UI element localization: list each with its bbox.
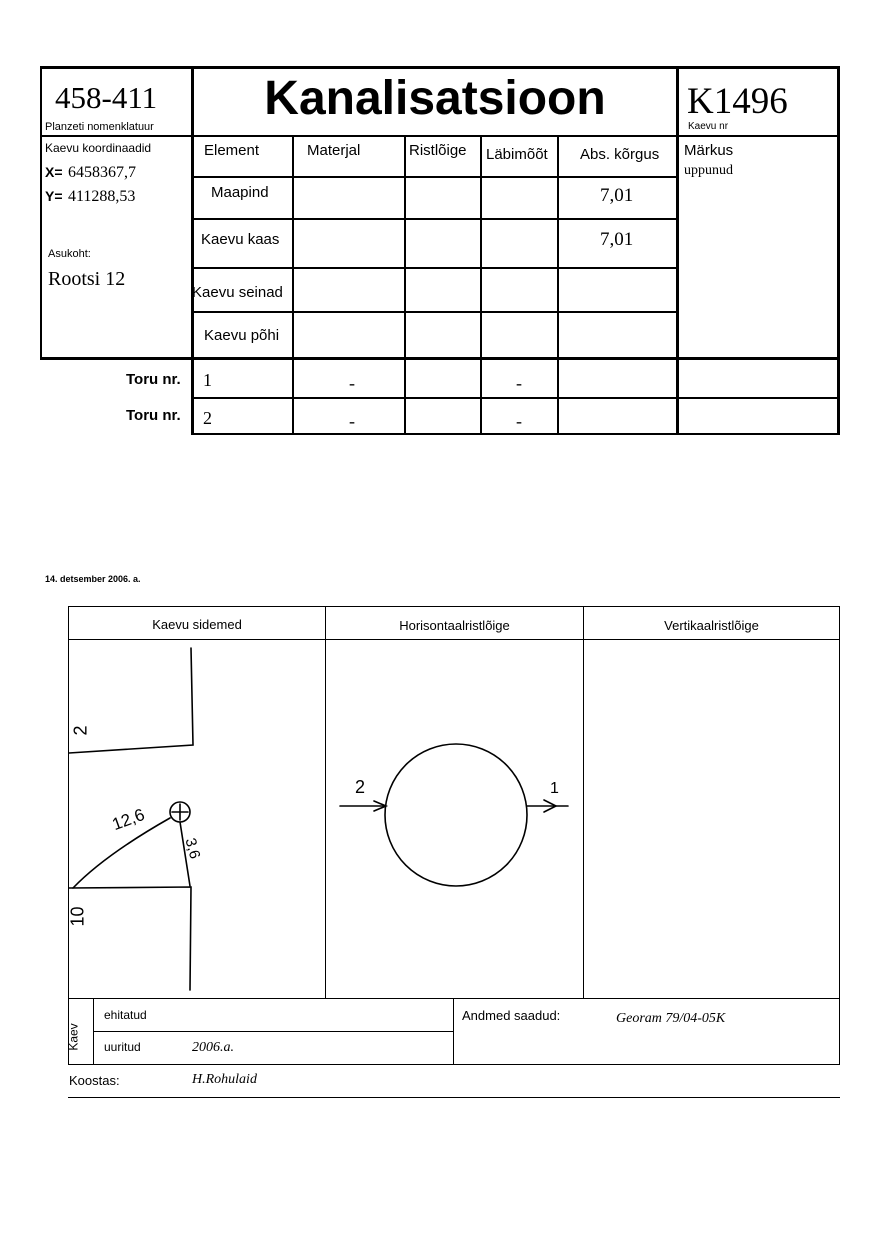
- building-outline-bottom: [69, 887, 191, 990]
- location-label: Asukoht:: [48, 248, 91, 260]
- well-number-label: Kaevu nr: [688, 121, 729, 132]
- pipe-number: 2: [203, 408, 212, 428]
- rule: [480, 135, 482, 435]
- sketch-header-horizontal: Horisontaalristlõige: [399, 618, 510, 633]
- manhole-cross: [172, 804, 188, 820]
- coord-y-label: Y=: [45, 188, 63, 204]
- nomenclature-label: Planzeti nomenklatuur: [45, 121, 154, 133]
- column-header: Ristlõige: [409, 142, 467, 159]
- pipe-diameter: -: [516, 373, 522, 393]
- rule: [192, 311, 677, 313]
- column-header: Element: [204, 142, 260, 159]
- page-title: Kanalisatsioon: [264, 72, 606, 125]
- sketch-header-vertical: Vertikaalristlõige: [664, 618, 759, 633]
- column-header: Materjal: [307, 142, 361, 159]
- rule: [68, 1064, 840, 1065]
- building-outline-top: [69, 648, 193, 753]
- row-abs-height: 7,01: [600, 185, 634, 206]
- coord-x-value: 6458367,7: [68, 164, 136, 181]
- row-abs-height: 7,01: [600, 229, 634, 250]
- rule: [40, 66, 42, 360]
- rule: [192, 176, 677, 178]
- row-element: Maapind: [211, 184, 269, 201]
- rule: [68, 1097, 840, 1098]
- rule: [93, 999, 94, 1064]
- rule: [557, 135, 559, 435]
- pipe-in-arrow: [374, 801, 386, 811]
- column-header: Abs. kõrgus: [580, 146, 660, 163]
- rule: [676, 66, 679, 435]
- manhole-cross-section: [385, 744, 527, 886]
- rule: [192, 218, 677, 220]
- rule: [404, 135, 406, 435]
- rule: [40, 66, 840, 69]
- rule: [292, 135, 294, 435]
- rule: [40, 135, 840, 137]
- manhole-symbol: [170, 802, 190, 822]
- document-date: 14. detsember 2006. a.: [45, 574, 141, 584]
- rule: [68, 998, 840, 999]
- footer-side-label: Kaev: [66, 1023, 81, 1051]
- pipe-number: 1: [203, 370, 212, 390]
- rule: [325, 606, 326, 999]
- rule: [192, 267, 677, 269]
- rule: [68, 639, 840, 640]
- rule: [192, 397, 840, 399]
- handwritten-distance-b: 3,6: [181, 836, 204, 861]
- pipe-out-arrow: [544, 800, 556, 812]
- pipe-material: -: [349, 411, 355, 431]
- column-header: Märkus: [684, 142, 734, 159]
- handwritten-distance-c: 10: [67, 906, 88, 927]
- rule: [192, 433, 840, 435]
- author-label: Koostas:: [69, 1073, 120, 1088]
- handwritten-wall-mark: 2: [70, 725, 91, 736]
- location-value: Rootsi 12: [48, 268, 126, 290]
- pipe-material: -: [349, 373, 355, 393]
- rule: [839, 606, 840, 999]
- rule: [583, 606, 584, 999]
- rule: [68, 606, 840, 607]
- row-element: Kaevu seinad: [192, 284, 283, 301]
- rule: [40, 357, 840, 360]
- pipe-label: Toru nr.: [126, 407, 181, 424]
- coord-x-label: X=: [45, 164, 63, 180]
- surveyed-label: uuritud: [104, 1040, 141, 1054]
- handwritten-pipe-in: 2: [355, 777, 366, 797]
- rule: [837, 66, 840, 435]
- note-value: uppunud: [684, 163, 733, 178]
- handwritten-pipe-out: 1: [550, 780, 559, 797]
- column-header: Läbimõõt: [486, 146, 548, 163]
- source-label: Andmed saadud:: [462, 1008, 561, 1023]
- rule: [453, 999, 454, 1064]
- pipe-diameter: -: [516, 411, 522, 431]
- built-label: ehitatud: [104, 1008, 147, 1022]
- well-number-value: K1496: [687, 81, 788, 122]
- nomenclature-value: 458-411: [55, 80, 158, 115]
- pipe-label: Toru nr.: [126, 371, 181, 388]
- surveyed-value: 2006.a.: [192, 1040, 234, 1055]
- rule: [68, 606, 69, 1065]
- source-value: Georam 79/04-05K: [616, 1011, 726, 1026]
- rule: [839, 999, 840, 1064]
- handwritten-distance-a: 12,6: [109, 804, 148, 835]
- coord-y-value: 411288,53: [68, 188, 136, 205]
- rule: [93, 1031, 453, 1032]
- coords-label: Kaevu koordinaadid: [45, 141, 152, 155]
- row-element: Kaevu põhi: [204, 327, 280, 344]
- row-element: Kaevu kaas: [201, 231, 280, 248]
- author-value: H.Rohulaid: [192, 1072, 257, 1087]
- sketch-header-links: Kaevu sidemed: [152, 617, 242, 632]
